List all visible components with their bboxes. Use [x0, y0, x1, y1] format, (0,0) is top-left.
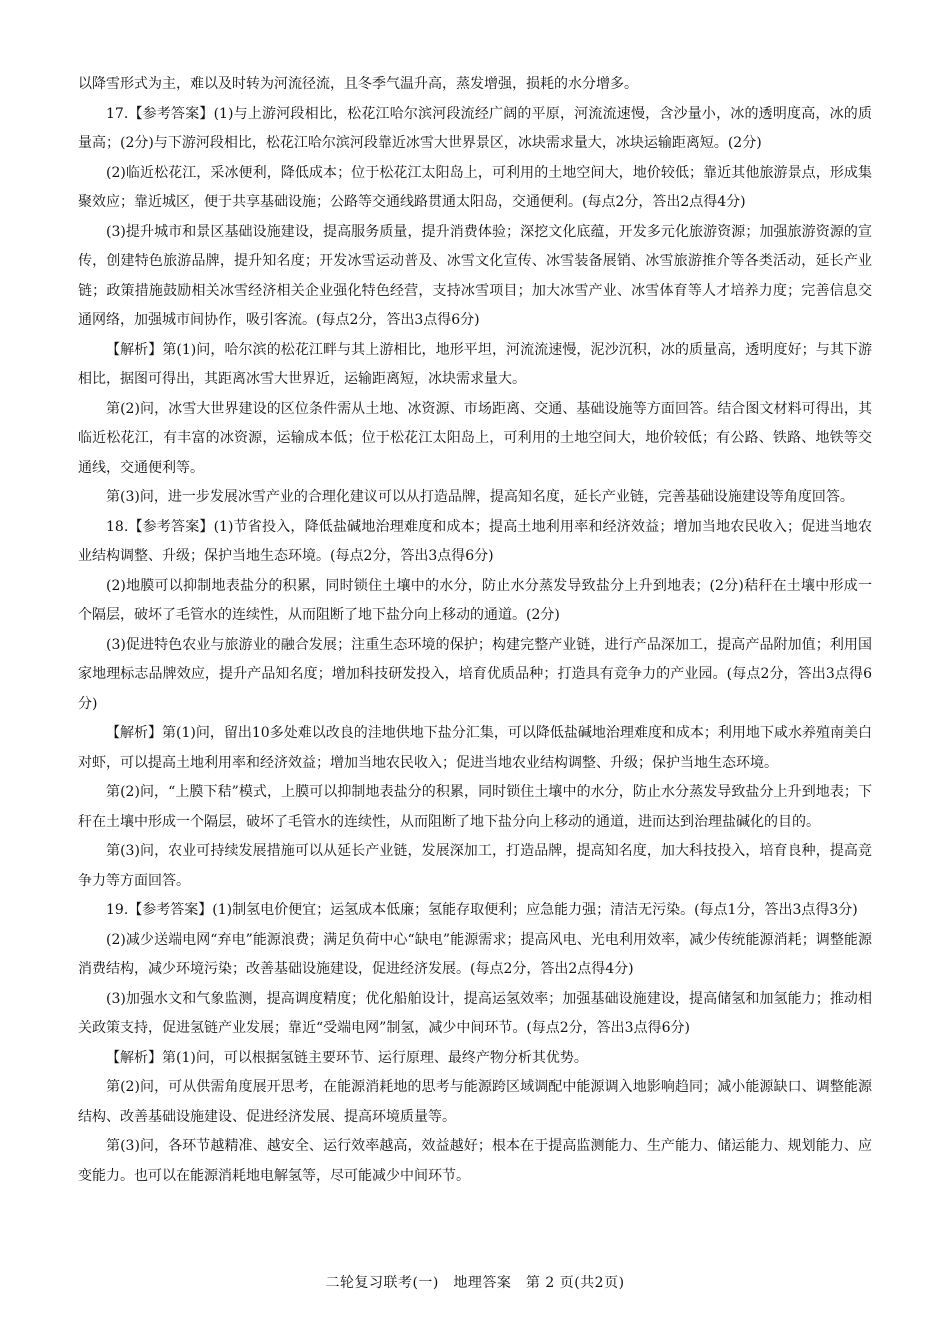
- paragraph-q17-answer-3: (3)提升城市和景区基础设施建设，提高服务质量，提升消费体验；深挖文化底蕴，开发多元化旅游资源；加强旅游资源的宣传，创建特色旅游品牌，提升知名度；开发冰雪运动普及、冰雪文化宣传、冰雪装备展销、冰雪旅游推介等各类活动，延长产业链；政策措施鼓励相关冰雪经济相关企业强化特色经营，支持冰雪项目；加大冰雪产业、冰雪体育等人才培养力度；完善信息交通网络，加强城市间协作，吸引客流。(每点2分，答出3点得6分): [78, 223, 872, 328]
- paragraph-q17-answer-2: (2)临近松花江，采冰便利，降低成本；位于松花江太阳岛上，可利用的土地空间大，地价较低；靠近其他旅游景点，形成集聚效应；靠近城区，便于共享基础设施；公路等交通线路贯通太阳岛，交通便利。(每点2分，答出2点得4分): [78, 164, 872, 210]
- paragraph-q18-analysis-1: 【解析】第(1)问，留出10多处难以改良的洼地供地下盐分汇集，可以降低盐碱地治理难度和成本；利用地下咸水养殖南美白对虾，可以提高土地利用率和经济效益；增加当地农民收入；促进当地农业结构调整、升级；保护当地生态环境。: [78, 725, 872, 771]
- paragraph-q18-analysis-2: 第(2)问，“上膜下秸”模式，上膜可以抑制地表盐分的积累，同时锁住土壤中的水分，防止水分蒸发导致盐分上升到地表；下秆在土壤中形成一个隔层，破坏了毛管水的连续性，从而阻断了地下盐分向上移动的通道，进而达到治理盐碱化的目的。: [78, 784, 872, 830]
- answer-page-body: [78, 70, 872, 1191]
- paragraph-q18-answer-1: 18.【参考答案】(1)节省投入，降低盐碱地治理难度和成本；提高土地利用率和经济效益；增加当地农民收入；促进当地农业结构调整、升级；保护当地生态环境。(每点2分，答出3点得6分): [78, 518, 872, 564]
- paragraph-q19-analysis-2: 第(2)问，可从供需角度展开思考，在能源消耗地的思考与能源跨区域调配中能源调入地影响趋同；减小能源缺口、调整能源结构、改善基础设施建设、促进经济发展、提高环境质量等。: [78, 1079, 872, 1125]
- paragraph-q19-analysis-3: 第(3)问，各环节越精准、越安全、运行效率越高，效益越好；根本在于提高监测能力、生产能力、储运能力、规划能力、应变能力。也可以在能源消耗地电解氢等，尽可能减少中间环节。: [78, 1138, 872, 1184]
- paragraph-q19-answer-2: (2)减少送端电网“弃电”能源浪费；满足负荷中心“缺电”能源需求；提高风电、光电利用效率，减少传统能源消耗；调整能源消费结构，减少环境污染；改善基础设施建设，促进经济发展。(每点2分，答出2点得4分): [78, 931, 872, 977]
- paragraph-q19-answer-3: (3)加强水文和气象监测，提高调度精度；优化船舶设计，提高运氢效率；加强基础设施建设，提高储氢和加氢能力；推动相关政策支持，促进氢链产业发展；靠近“受端电网”制氢，减少中间环节。(每点2分，答出3点得6分): [78, 990, 872, 1036]
- paragraph-q17-analysis-2: 第(2)问，冰雪大世界建设的区位条件需从土地、冰资源、市场距离、交通、基础设施等方面回答。结合图文材料可得出，其临近松花江，有丰富的冰资源，运输成本低；位于松花江太阳岛上，可利用的土地空间大，地价较低；有公路、铁路、地铁等交通线，交通便利等。: [78, 400, 872, 476]
- paragraph-q18-analysis-3: 第(3)问，农业可持续发展措施可以从延长产业链，发展深加工，打造品牌，提高知名度，加大科技投入，培育良种，提高竞争力等方面回答。: [78, 843, 872, 889]
- paragraph-q19-answer-1: 19.【参考答案】(1)制氢电价便宜；运氢成本低廉；氢能存取便利；应急能力强；清洁无污染。(每点1分，答出3点得3分): [106, 902, 858, 918]
- paragraph-q18-answer-3: (3)促进特色农业与旅游业的融合发展；注重生态环境的保护；构建完整产业链，进行产品深加工，提高产品附加值；利用国家地理标志品牌效应，提升产品知名度；增加科技研发投入，培育优质品种；打造具有竞争力的产业园。(每点2分，答出3点得6分): [78, 636, 872, 712]
- paragraph-q17-analysis-1: 【解析】第(1)问，哈尔滨的松花江畔与其上游相比，地形平坦，河流流速慢，泥沙沉积，冰的质量高，透明度好；与其下游相比，据图可得出，其距离冰雪大世界近，运输距离短，冰块需求量大。: [78, 341, 872, 387]
- paragraph-continuation: 以降雪形式为主，难以及时转为河流径流，且冬季气温升高，蒸发增强，损耗的水分增多。: [78, 76, 638, 92]
- paragraph-q19-analysis-1: 【解析】第(1)问，可以根据氢链主要环节、运行原理、最终产物分析其优势。: [106, 1049, 588, 1066]
- paragraph-q17-answer-1: 17.【参考答案】(1)与上游河段相比，松花江哈尔滨河段流经广阔的平原，河流流速慢，含沙量小，冰的透明度高，冰的质量高；(2分)与下游河段相比，松花江哈尔滨河段靠近冰雪大世界景区，冰块需求量大，冰块运输距离短。(2分): [78, 105, 872, 151]
- page-footer: 二轮复习联考(一) 地理答案 第 2 页(共2页): [325, 1275, 625, 1291]
- paragraph-q18-answer-2: (2)地膜可以抑制地表盐分的积累，同时锁住土壤中的水分，防止水分蒸发导致盐分上升到地表；(2分)秸秆在土壤中形成一个隔层，破坏了毛管水的连续性，从而阻断了地下盐分向上移动的通道。(2分): [78, 577, 872, 623]
- paragraph-q17-analysis-3: 第(3)问，进一步发展冰雪产业的合理化建议可以从打造品牌，提高知名度，延长产业链，完善基础设施建设等角度回答。: [106, 489, 854, 505]
